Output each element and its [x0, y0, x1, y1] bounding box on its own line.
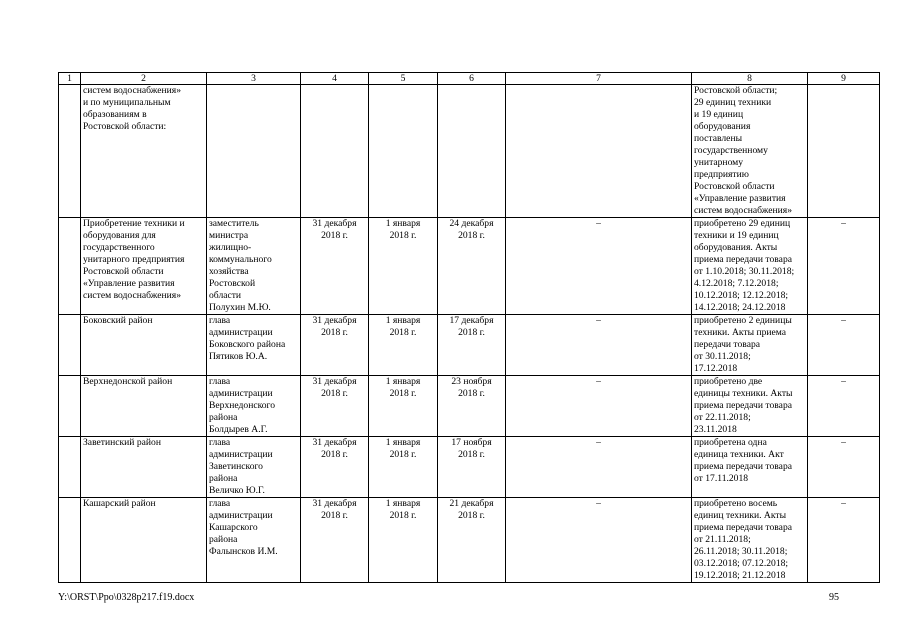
table-row: [59, 315, 880, 376]
event-cell: Верхнедонской район: [81, 376, 207, 437]
actual-end-cell: 17 декабря 2018 г.: [438, 315, 506, 376]
row-index-cell: [59, 376, 81, 437]
row-index-cell: [59, 85, 81, 218]
actual-end-cell: 23 ноября 2018 г.: [438, 376, 506, 437]
column-number: 9: [808, 73, 880, 85]
actual-start-cell: 1 января 2018 г.: [369, 218, 438, 315]
event-cell: систем водоснабжения» и по муниципальным образованиям в Ростовской области:: [81, 85, 207, 218]
event-cell: Заветинский район: [81, 437, 207, 498]
column-7-cell: –: [506, 498, 692, 583]
event-cell: Кашарский район: [81, 498, 207, 583]
result-cell: приобретено 29 единиц техники и 19 единиц оборудования. Акты приема передачи товара от 1.10.2018; 30.11.2018; 4.12.2018; 7.12.2018; 10.12.2018; 12.12.2018; 14.12.2018; 24.12.2018: [692, 218, 808, 315]
responsible-cell: глава администрации Боковского района Пятиков Ю.А.: [207, 315, 301, 376]
responsible-cell: [207, 85, 301, 218]
result-cell: приобретена одна единица техники. Акт приема передачи товара от 17.11.2018: [692, 437, 808, 498]
result-cell: приобретено две единицы техники. Акты приема передачи товара от 22.11.2018; 23.11.2018: [692, 376, 808, 437]
actual-start-cell: 1 января 2018 г.: [369, 498, 438, 583]
table-row: [59, 218, 880, 315]
row-index-cell: [59, 437, 81, 498]
row-index-cell: [59, 498, 81, 583]
actual-start-cell: 1 января 2018 г.: [369, 315, 438, 376]
actual-end-cell: [438, 85, 506, 218]
actual-end-cell: 21 декабря 2018 г.: [438, 498, 506, 583]
planned-end-cell: 31 декабря 2018 г.: [301, 315, 369, 376]
table-row: [59, 376, 880, 437]
column-7-cell: –: [506, 437, 692, 498]
event-cell: Боковский район: [81, 315, 207, 376]
responsible-cell: заместитель министра жилищно- коммунального хозяйства Ростовской области Полухин М.Ю.: [207, 218, 301, 315]
table-row: [59, 498, 880, 583]
row-index-cell: [59, 218, 81, 315]
column-number: 7: [506, 73, 692, 85]
column-9-cell: –: [808, 498, 880, 583]
responsible-cell: глава администрации Кашарского района Фалынсков И.М.: [207, 498, 301, 583]
result-cell: приобретено 2 единицы техники. Акты приема передачи товара от 30.11.2018; 17.12.2018: [692, 315, 808, 376]
planned-end-cell: 31 декабря 2018 г.: [301, 376, 369, 437]
footer-file-path: Y:\ORST\Ppo\0328p217.f19.docx: [58, 592, 195, 603]
planned-end-cell: 31 декабря 2018 г.: [301, 218, 369, 315]
column-number: 2: [81, 73, 207, 85]
column-9-cell: –: [808, 376, 880, 437]
column-7-cell: –: [506, 376, 692, 437]
column-number: 1: [59, 73, 81, 85]
column-9-cell: –: [808, 218, 880, 315]
result-cell: приобретено восемь единиц техники. Акты приема передачи товара от 21.11.2018; 26.11.2018; 30.11.2018; 03.12.2018; 07.12.2018; 19.12.2018; 21.12.2018: [692, 498, 808, 583]
responsible-cell: глава администрации Верхнедонского района Болдырев А.Г.: [207, 376, 301, 437]
column-9-cell: –: [808, 315, 880, 376]
column-number: 5: [369, 73, 438, 85]
actual-end-cell: 24 декабря 2018 г.: [438, 218, 506, 315]
column-number: 3: [207, 73, 301, 85]
column-number: 4: [301, 73, 369, 85]
planned-end-cell: [301, 85, 369, 218]
page-number: 95: [829, 592, 839, 603]
planned-end-cell: 31 декабря 2018 г.: [301, 437, 369, 498]
report-table: [58, 72, 880, 583]
column-9-cell: –: [808, 437, 880, 498]
actual-end-cell: 17 ноября 2018 г.: [438, 437, 506, 498]
responsible-cell: глава администрации Заветинского района Величко Ю.Г.: [207, 437, 301, 498]
event-cell: Приобретение техники и оборудования для государственного унитарного предприятия Ростовской области «Управление развития систем водоснабжения»: [81, 218, 207, 315]
column-7-cell: [506, 85, 692, 218]
planned-end-cell: 31 декабря 2018 г.: [301, 498, 369, 583]
actual-start-cell: [369, 85, 438, 218]
column-9-cell: [808, 85, 880, 218]
column-number-row: [59, 73, 880, 85]
column-number: 8: [692, 73, 808, 85]
table-row: [59, 85, 880, 218]
column-7-cell: –: [506, 315, 692, 376]
result-cell: Ростовской области; 29 единиц техники и 19 единиц оборудования поставлены государственному унитарному предприятию Ростовской области «Управление развития систем водоснабжения»: [692, 85, 808, 218]
column-7-cell: –: [506, 218, 692, 315]
actual-start-cell: 1 января 2018 г.: [369, 437, 438, 498]
row-index-cell: [59, 315, 81, 376]
column-number: 6: [438, 73, 506, 85]
actual-start-cell: 1 января 2018 г.: [369, 376, 438, 437]
table-row: [59, 437, 880, 498]
